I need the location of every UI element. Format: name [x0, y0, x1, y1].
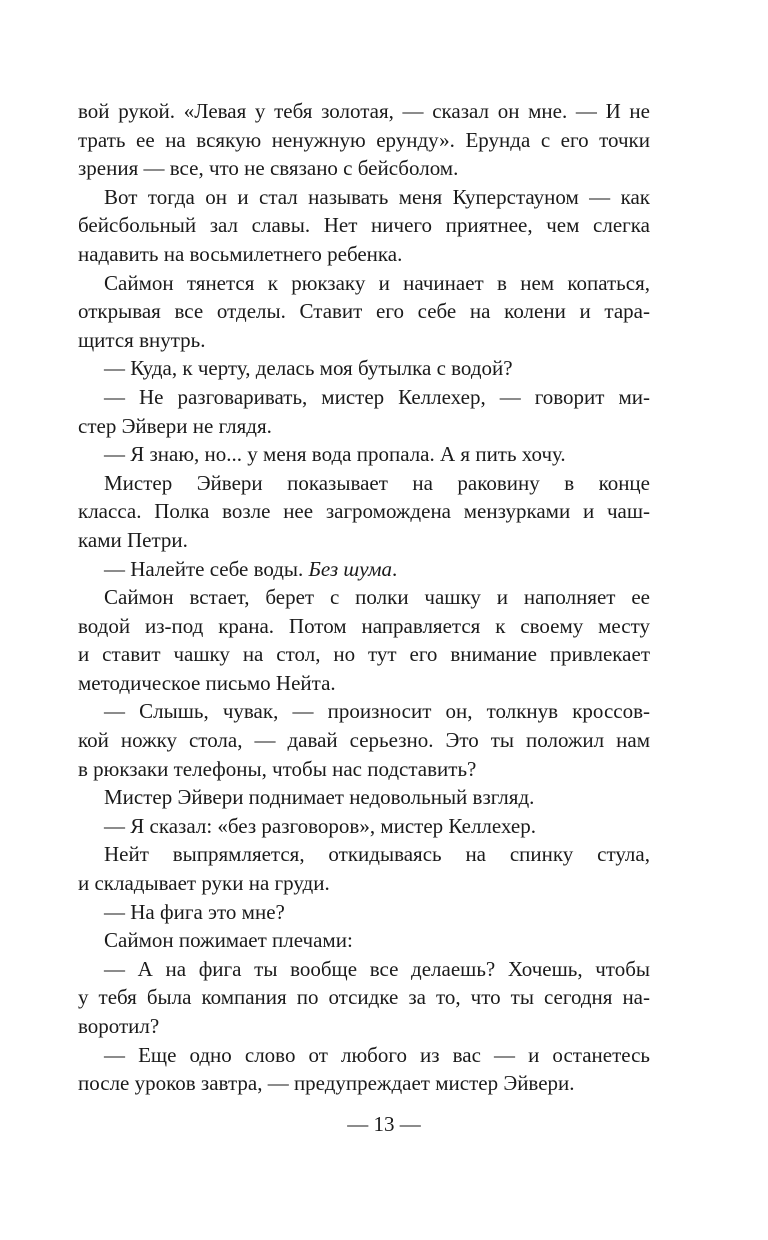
text-line: [78, 269, 650, 298]
line-text: водой из-под крана. Потом направляется к своему месту: [78, 613, 650, 638]
line-text: стер Эйвери не глядя.: [78, 413, 272, 438]
line-text: — На фига это мне?: [104, 899, 285, 924]
line-text: бейсбольный зал славы. Нет ничего приятнее, чем слегка: [78, 213, 650, 238]
text-line: [78, 983, 650, 1012]
line-text: Мистер Эйвери поднимает недовольный взгляд.: [104, 785, 535, 810]
line-text: — Еще одно слово от любого из вас — и останетесь: [104, 1042, 650, 1067]
text-line: [78, 697, 650, 726]
text-line: [78, 383, 650, 412]
text-line: [78, 840, 650, 869]
line-text: зрения — все, что не связано с бейсболом.: [78, 156, 459, 181]
text-line: [78, 154, 650, 183]
text-line: [78, 612, 650, 641]
line-text: Саймон встает, берет с полки чашку и наполняет ее: [104, 585, 650, 610]
line-text: ками Петри.: [78, 527, 188, 552]
text-line: [78, 1041, 650, 1070]
text-line: [78, 955, 650, 984]
line-text: Саймон тянется к рюкзаку и начинает в нем копаться,: [104, 270, 650, 295]
text-line: [78, 898, 650, 927]
text-line: [78, 1012, 650, 1041]
line-text: — Слышь, чувак, — произносит он, толкнув кроссов-: [104, 699, 650, 724]
text-line: [78, 97, 650, 126]
text-line: [78, 497, 650, 526]
text-line: [78, 354, 650, 383]
text-line: [78, 640, 650, 669]
line-text: Вот тогда он и стал называть меня Куперстауном — как: [104, 184, 650, 209]
line-italic-text: Без шума: [308, 556, 392, 581]
text-line: [78, 183, 650, 212]
line-text: и складывает руки на груди.: [78, 871, 330, 896]
text-line: [78, 526, 650, 555]
text-line: [78, 240, 650, 269]
text-line: [78, 583, 650, 612]
line-text: открывая все отделы. Ставит его себе на колени и тара-: [78, 299, 650, 324]
text-line: [78, 469, 650, 498]
text-line: [78, 440, 650, 469]
line-text: и ставит чашку на стол, но тут его внимание привлекает: [78, 642, 650, 667]
text-line: [78, 1069, 650, 1098]
page-body: [78, 97, 650, 1098]
line-text: воротил?: [78, 1014, 160, 1038]
page-number: — 13 —: [347, 1112, 421, 1136]
line-text: Нейт выпрямляется, откидываясь на спинку стула,: [104, 842, 650, 867]
text-line: [78, 783, 650, 812]
line-text: — Не разговаривать, мистер Келлехер, — говорит ми-: [104, 384, 650, 409]
text-line: [78, 812, 650, 841]
line-text: методическое письмо Нейта.: [78, 670, 336, 695]
text-line: [78, 326, 650, 355]
line-text: — Я знаю, но... у меня вода пропала. А я пить хочу.: [104, 442, 566, 467]
text-line: [78, 412, 650, 441]
text-line: [78, 126, 650, 155]
line-text: щится внутрь.: [78, 327, 206, 352]
line-text: вой рукой. «Левая у тебя золотая, — сказал он мне. — И не: [78, 99, 650, 123]
line-text: трать ее на всякую ненужную ерунду». Ерунда с его точки: [78, 127, 650, 152]
line-text: кой ножку стола, — давай серьезно. Это ты положил нам: [78, 728, 650, 753]
text-line: [78, 926, 650, 955]
line-text: — А на фига ты вообще все делаешь? Хочешь, чтобы: [104, 956, 650, 981]
line-text: класса. Полка возле нее загромождена мензурками и чаш-: [78, 499, 650, 524]
line-text: Саймон пожимает плечами:: [104, 928, 353, 953]
text-line: [78, 869, 650, 898]
text-line: [78, 297, 650, 326]
line-text: надавить на восьмилетнего ребенка.: [78, 241, 403, 266]
line-tail-text: .: [391, 556, 398, 581]
line-text: в рюкзаки телефоны, чтобы нас подставить?: [78, 756, 477, 781]
line-text: у тебя была компания по отсидке за то, что ты сегодня на-: [78, 985, 650, 1010]
line-text: — Куда, к черту, делась моя бутылка с водой?: [104, 356, 513, 381]
line-text: — Я сказал: «без разговоров», мистер Келлехер.: [104, 813, 536, 838]
line-text: после уроков завтра, — предупреждает мистер Эйвери.: [78, 1071, 575, 1096]
text-line: [78, 669, 650, 698]
text-line: [78, 555, 650, 584]
line-text: — Налейте себе воды.: [104, 556, 309, 581]
line-text: Мистер Эйвери показывает на раковину в конце: [104, 470, 650, 495]
text-line: [78, 755, 650, 784]
text-line: [78, 211, 650, 240]
text-line: [78, 726, 650, 755]
